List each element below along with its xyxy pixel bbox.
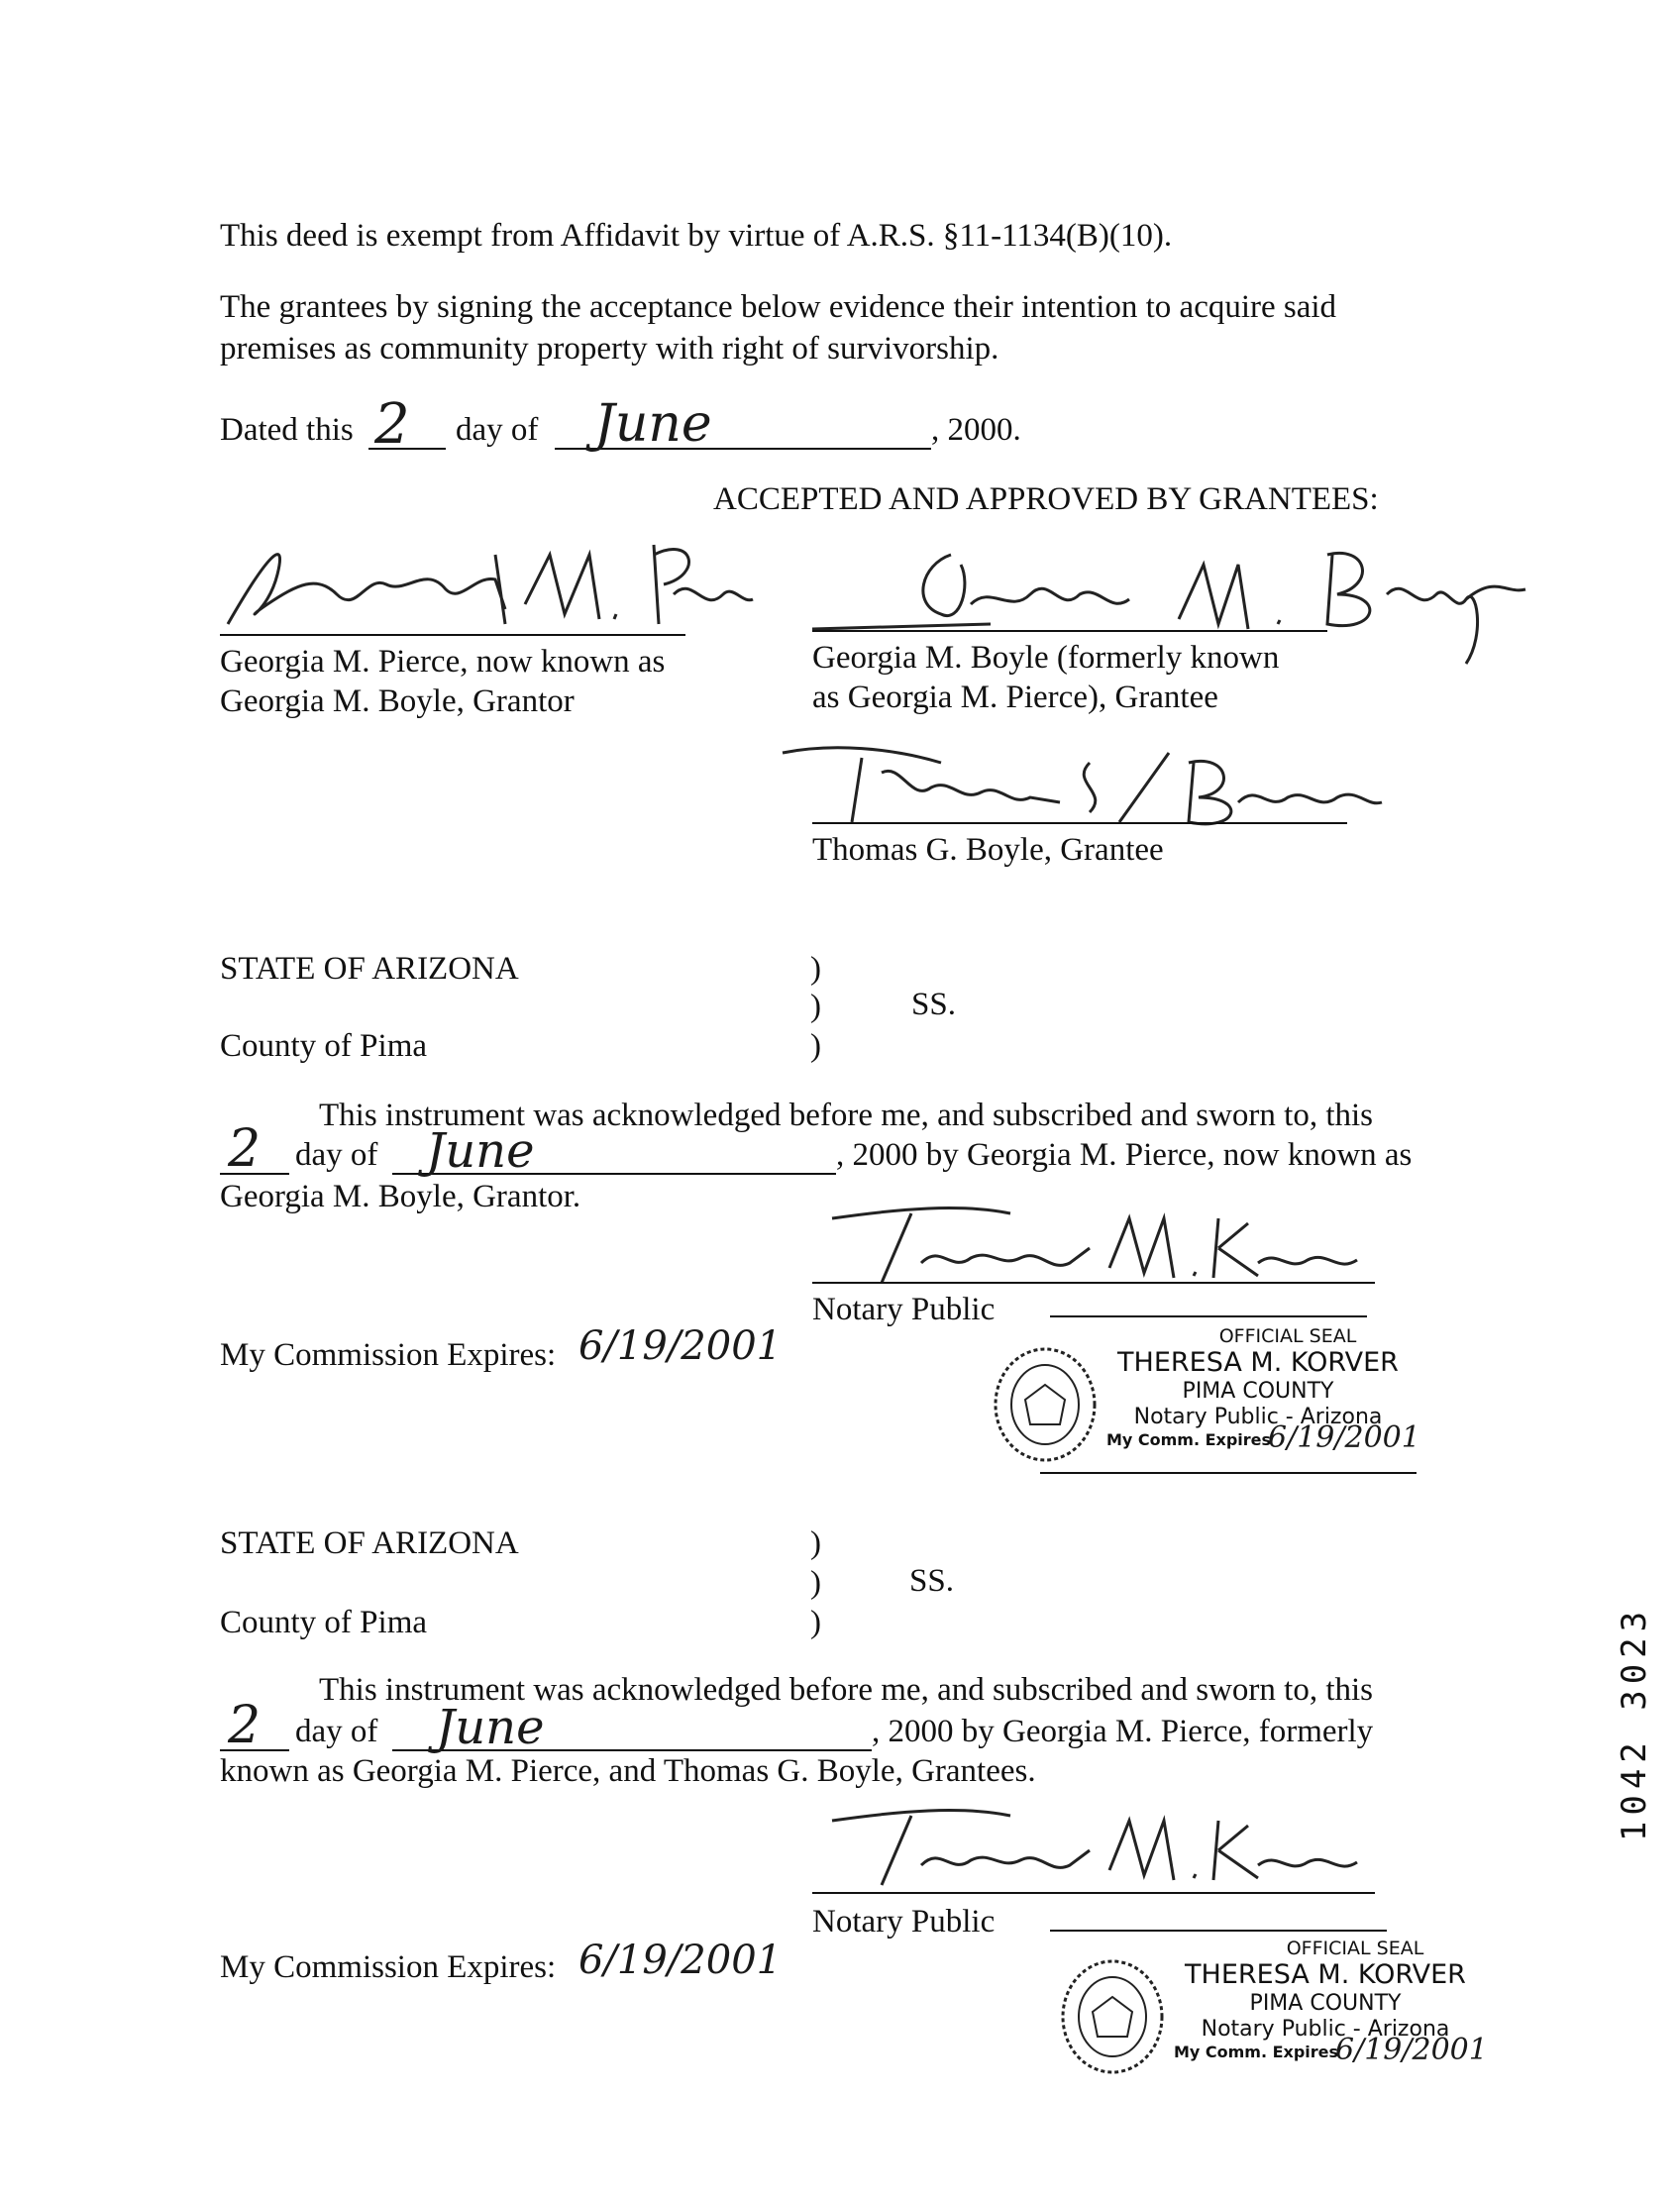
- ack2-notary-label: Notary Public: [812, 1904, 996, 1940]
- ack1-paren-2: ): [810, 989, 821, 1024]
- recording-stamp: [1605, 1575, 1664, 1872]
- ack2-body-line2: , 2000 by Georgia M. Pierce, formerly: [872, 1714, 1374, 1749]
- grantor-label-line1: Georgia M. Pierce, now known as: [220, 644, 666, 680]
- accepted-heading: ACCEPTED AND APPROVED BY GRANTEES:: [713, 481, 1379, 517]
- ack1-notary-label: Notary Public: [812, 1292, 996, 1327]
- ack1-ss: SS.: [911, 987, 956, 1022]
- seal2-expires-label: My Comm. Expires: [1173, 2043, 1339, 2061]
- notary-seal-1: [991, 1325, 1426, 1484]
- ack2-paren-3: ): [810, 1605, 821, 1640]
- grantees-statement-line2: premises as community property with right of survivorship.: [220, 331, 999, 367]
- ack2-day-of: day of: [295, 1714, 378, 1749]
- ack2-body-line3: known as Georgia M. Pierce, and Thomas G. Boyle, Grantees.: [220, 1753, 1036, 1789]
- seal1-underline: [1040, 1472, 1417, 1474]
- dated-day: 2: [374, 392, 410, 457]
- ack2-body-line1: This instrument was acknowledged before me, and subscribed and sworn to, this: [319, 1672, 1374, 1708]
- seal2-county: PIMA COUNTY: [1249, 1991, 1402, 2016]
- arizona-seal-emblem-2: [1058, 1957, 1167, 2076]
- grantee1-label-line2: as Georgia M. Pierce), Grantee: [812, 680, 1218, 715]
- grantee1-label-line1: Georgia M. Boyle (formerly known: [812, 640, 1280, 676]
- dated-day-of: day of: [456, 412, 539, 448]
- ack1-body-line3: Georgia M. Boyle, Grantor.: [220, 1179, 581, 1214]
- ack1-day: 2: [228, 1119, 262, 1179]
- ack1-state: STATE OF ARIZONA: [220, 951, 519, 987]
- grantee2-label: Thomas G. Boyle, Grantee: [812, 832, 1164, 868]
- grantee1-signature-line: [812, 630, 1327, 632]
- notary2-signature-line: [812, 1892, 1375, 1894]
- grantor-signature-line: [220, 634, 685, 636]
- dated-prefix: Dated this: [220, 412, 354, 448]
- ack1-paren-1: ): [810, 951, 821, 987]
- seal2-official: OFFICIAL SEAL: [1286, 1938, 1424, 1959]
- ack1-county: County of Pima: [220, 1028, 428, 1064]
- recording-stamp-number: 1042 3023: [1615, 1605, 1654, 1842]
- grantee2-signature-line: [812, 822, 1347, 824]
- seal1-name: THERESA M. KORVER: [1117, 1347, 1399, 1378]
- seal1-official: OFFICIAL SEAL: [1218, 1325, 1357, 1347]
- ack2-paren-1: ): [810, 1525, 821, 1561]
- notary1-signature-line: [812, 1282, 1375, 1284]
- ack1-body-line2: , 2000 by Georgia M. Pierce, now known as: [836, 1137, 1413, 1173]
- ack1-commission-date: 6/19/2001: [578, 1323, 783, 1369]
- dated-month: June: [594, 394, 712, 454]
- arizona-seal-emblem-1: [991, 1345, 1100, 1464]
- grantee2-signature: [773, 723, 1387, 842]
- ack2-commission-label: My Commission Expires:: [220, 1949, 557, 1985]
- ack1-paren-3: ): [810, 1028, 821, 1064]
- seal2-notary: Notary Public - Arizona: [1201, 2017, 1450, 2042]
- ack1-commission-label: My Commission Expires:: [220, 1337, 557, 1373]
- ack2-notary-extra-line: [1050, 1930, 1387, 1932]
- ack2-day: 2: [228, 1696, 262, 1755]
- ack1-month: June: [426, 1123, 535, 1179]
- grantor-signature: [208, 515, 763, 644]
- seal1-notary: Notary Public - Arizona: [1133, 1405, 1383, 1429]
- notary-seal-2: [1058, 1938, 1494, 2096]
- ack2-month: June: [436, 1700, 545, 1755]
- dated-year: , 2000.: [931, 412, 1021, 448]
- seal2-expires-date: 6/19/2001: [1335, 2033, 1488, 2067]
- seal1-expires-date: 6/19/2001: [1268, 1420, 1420, 1455]
- ack2-paren-2: ): [810, 1565, 821, 1601]
- seal1-county: PIMA COUNTY: [1182, 1379, 1334, 1404]
- exempt-statement: This deed is exempt from Affidavit by virtue of A.R.S. §11-1134(B)(10).: [220, 218, 1173, 254]
- ack2-commission-date: 6/19/2001: [578, 1938, 783, 1983]
- notary1-signature: [822, 1189, 1377, 1288]
- ack1-body-line1: This instrument was acknowledged before me, and subscribed and sworn to, this: [319, 1098, 1374, 1133]
- seal2-name: THERESA M. KORVER: [1185, 1959, 1466, 1990]
- ack2-ss: SS.: [909, 1563, 954, 1599]
- ack2-county: County of Pima: [220, 1605, 428, 1640]
- notary2-signature: [822, 1791, 1377, 1890]
- ack2-state: STATE OF ARIZONA: [220, 1525, 519, 1561]
- grantees-statement-line1: The grantees by signing the acceptance below evidence their intention to acquire said: [220, 289, 1337, 325]
- ack1-day-of: day of: [295, 1137, 378, 1173]
- grantor-label-line2: Georgia M. Boyle, Grantor: [220, 683, 575, 719]
- seal1-expires-label: My Comm. Expires: [1105, 1430, 1272, 1449]
- ack1-notary-extra-line: [1050, 1315, 1367, 1317]
